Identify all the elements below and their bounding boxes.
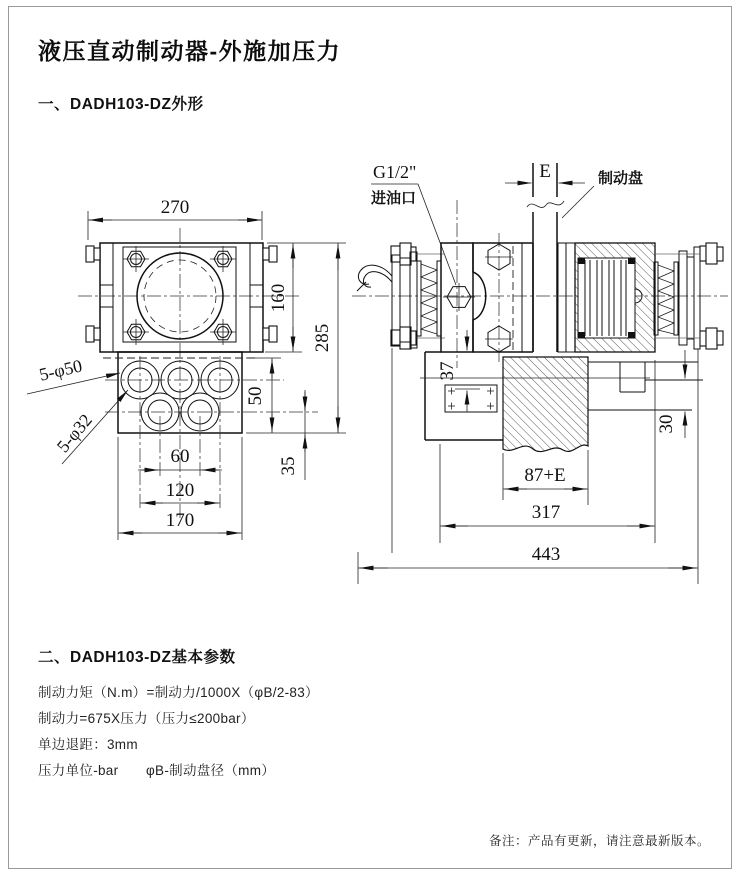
port-callout bbox=[370, 162, 456, 285]
front-dim-270-label: 270 bbox=[160, 197, 190, 218]
side-dim-E-label: E bbox=[539, 161, 551, 182]
cable bbox=[357, 265, 392, 291]
param-line: 压力单位-bar φB-制动盘径（mm） bbox=[38, 763, 276, 778]
port-label: 进油口 bbox=[371, 190, 417, 207]
side-view bbox=[352, 161, 728, 584]
front-dim-35 bbox=[278, 390, 305, 480]
page-title: 液压直动制动器-外施加压力 bbox=[38, 38, 342, 64]
side-dim-30-label: 30 bbox=[656, 414, 677, 434]
section2-heading: 二、DADH103-DZ基本参数 bbox=[38, 649, 236, 666]
front-label-5x50: 5-φ50 bbox=[37, 355, 85, 385]
side-dim-317-label: 317 bbox=[531, 502, 561, 523]
front-leader-5x32 bbox=[53, 390, 128, 464]
oil-port-hex bbox=[443, 283, 475, 311]
param-line: 制动力=675X压力（压力≤200bar） bbox=[38, 711, 255, 726]
front-dim-285-label: 285 bbox=[312, 323, 333, 353]
side-dim-443 bbox=[358, 544, 698, 584]
disc-callout bbox=[562, 169, 643, 218]
front-dim-120 bbox=[140, 480, 220, 503]
left-spring bbox=[417, 261, 441, 336]
side-dim-E bbox=[505, 161, 585, 183]
port-thread-label: G1/2" bbox=[373, 162, 417, 182]
front-label-5x32: 5-φ32 bbox=[52, 410, 97, 457]
corner-bolts bbox=[123, 246, 236, 345]
front-dim-60 bbox=[138, 446, 222, 470]
front-dim-160-label: 160 bbox=[268, 283, 289, 313]
side-dim-443-label: 443 bbox=[531, 544, 561, 565]
disc-hub-section bbox=[503, 357, 588, 452]
footer-note: 备注：产品有更新，请注意最新版本。 bbox=[488, 834, 710, 848]
side-dim-37-label: 37 bbox=[437, 361, 458, 381]
right-spring bbox=[654, 262, 678, 335]
front-dim-270 bbox=[88, 197, 262, 240]
parameter-list bbox=[38, 680, 319, 784]
front-dim-120-label: 120 bbox=[165, 480, 195, 501]
right-steps bbox=[588, 362, 703, 410]
right-flange-nuts bbox=[655, 243, 723, 349]
front-dim-170-label: 170 bbox=[165, 510, 195, 531]
side-dim-87E-label: 87+E bbox=[524, 465, 566, 486]
section1-heading: 一、DADH103-DZ外形 bbox=[38, 96, 204, 113]
front-dim-50-label: 50 bbox=[245, 386, 266, 406]
front-dim-60-label: 60 bbox=[170, 446, 190, 467]
param-line: 单边退距：3mm bbox=[38, 737, 138, 752]
side-dim-87E bbox=[503, 450, 588, 505]
front-view bbox=[27, 197, 346, 540]
front-dim-35-label: 35 bbox=[278, 456, 299, 476]
param-line: 制动力矩（N.m）=制动力/1000X（φB/2-83） bbox=[38, 685, 319, 700]
front-leader-5x50 bbox=[27, 356, 120, 394]
piston-housing bbox=[575, 243, 655, 352]
disc-label: 制动盘 bbox=[598, 170, 644, 187]
side-dim-30 bbox=[656, 350, 685, 438]
front-dim-50 bbox=[245, 358, 281, 433]
